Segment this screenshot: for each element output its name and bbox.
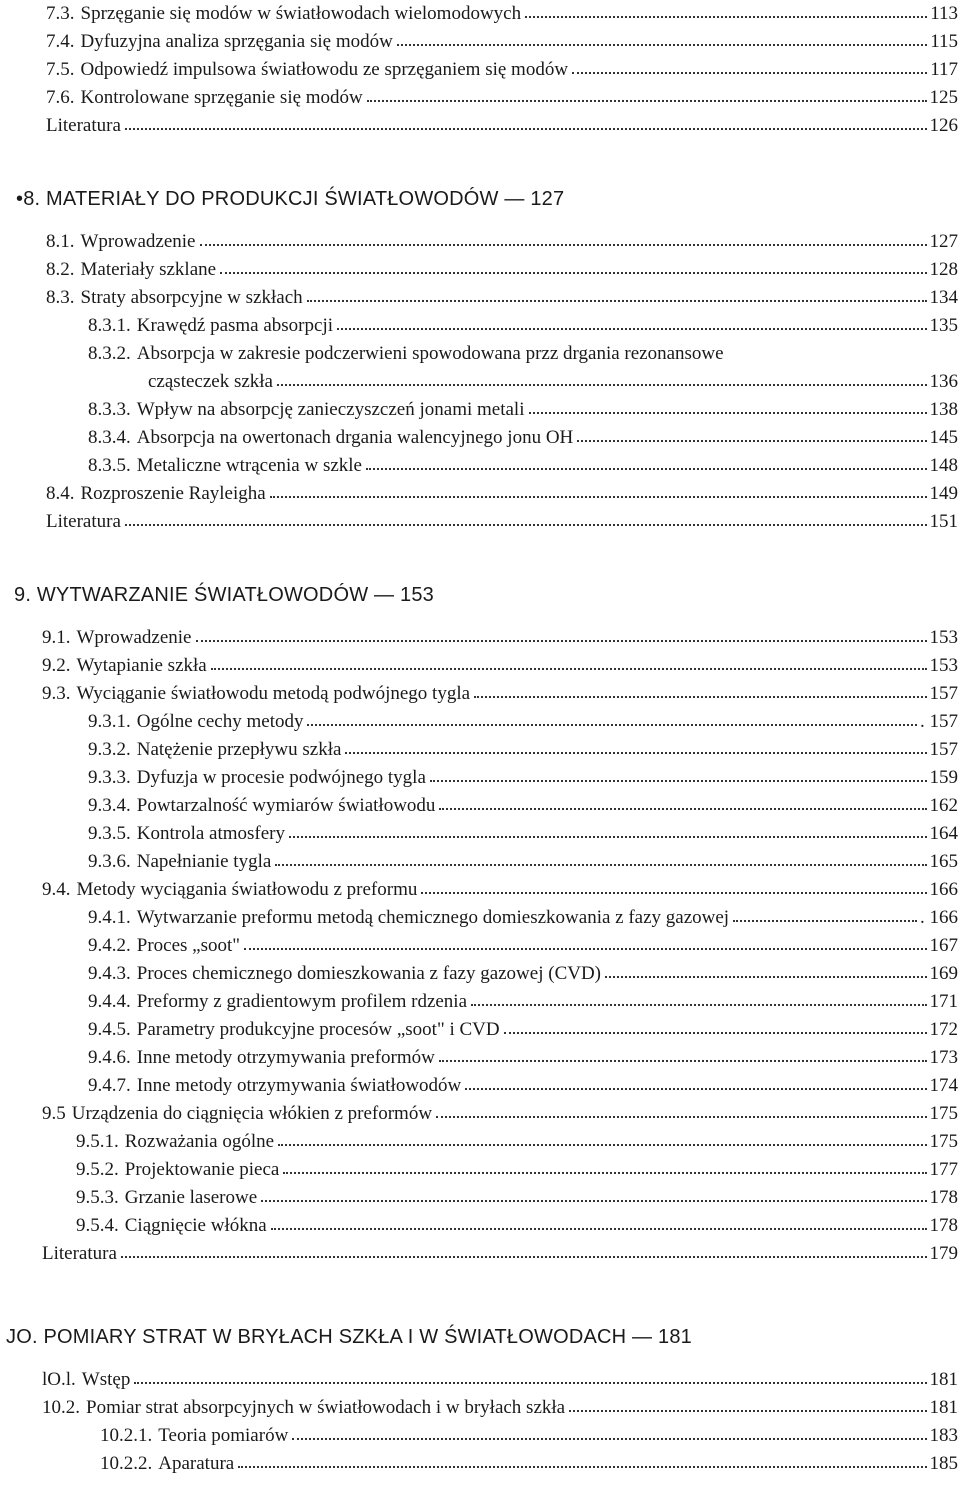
toc-entry <box>46 56 958 84</box>
entry-title: Aparatura <box>158 1453 235 1474</box>
entry-title: Pomiar strat absorpcyjnych w światłowodach i w bryłach szkła <box>86 1397 566 1418</box>
dot-leader <box>577 440 926 442</box>
entry-number: 7.4. <box>46 31 75 52</box>
dot-leader <box>271 1228 927 1230</box>
entry-number: 8.2. <box>46 259 75 280</box>
dot-leader <box>270 496 927 498</box>
entry-number: 8.3.1. <box>88 315 131 336</box>
page-number: 179 <box>929 1243 958 1264</box>
dot-leader <box>307 724 917 726</box>
page-number: 148 <box>929 455 958 476</box>
entry-title: Proces „soot" <box>136 935 241 956</box>
toc-entry <box>46 256 958 284</box>
page-number: 149 <box>929 483 958 504</box>
entry-number: 8.3.4. <box>88 427 131 448</box>
entry-title: Napełnianie tygla <box>136 851 272 872</box>
dot-leader <box>436 1116 926 1118</box>
dot-leader <box>292 1438 926 1440</box>
entry-number: 8.3. <box>46 287 75 308</box>
entry-title: Metaliczne wtrącenia w szkle <box>136 455 362 476</box>
entry-title: Literatura <box>46 115 121 136</box>
toc-entry <box>88 820 958 848</box>
entry-number: 9.2. <box>42 655 71 676</box>
entry-number: 9.3. <box>42 683 71 704</box>
toc-entry <box>42 1100 958 1128</box>
dot-leader <box>196 640 927 642</box>
dot-leader <box>125 524 927 526</box>
page-number: 183 <box>929 1425 958 1446</box>
dot-leader <box>307 300 927 302</box>
entry-title: Powtarzalność wymiarów światłowodu <box>136 795 436 816</box>
dot-leader <box>244 948 926 950</box>
entry-number: 9.4.6. <box>88 1047 131 1068</box>
entry-title: Wyciąganie światłowodu metodą podwójnego tygla <box>76 683 471 704</box>
entry-title: Grzanie laserowe <box>124 1187 258 1208</box>
entry-number: 8.3.3. <box>88 399 131 420</box>
page-number: 136 <box>929 371 958 392</box>
toc-entry <box>88 424 958 452</box>
entry-number: 9.5.2. <box>76 1159 119 1180</box>
toc-entry <box>88 1072 958 1100</box>
dot-leader <box>277 384 927 386</box>
entry-number: 8.3.5. <box>88 455 131 476</box>
entry-number: 7.5. <box>46 59 75 80</box>
entry-title: Literatura <box>46 511 121 532</box>
toc-entry <box>46 0 958 28</box>
toc-entry <box>42 876 958 904</box>
dot-leader <box>275 864 926 866</box>
toc-entry <box>88 960 958 988</box>
page-number: 162 <box>929 795 958 816</box>
page-number: 128 <box>929 259 958 280</box>
entry-title: Materiały szklane <box>80 259 217 280</box>
toc-entry <box>76 1128 958 1156</box>
dot-leader <box>421 892 926 894</box>
page-number: 175 <box>929 1131 958 1152</box>
entry-title: Straty absorpcyjne w szkłach <box>80 287 303 308</box>
dot-leader <box>397 44 927 46</box>
entry-number: 9.3.4. <box>88 795 131 816</box>
entry-title: Inne metody otrzymywania światłowodów <box>136 1075 462 1096</box>
page-number: 113 <box>930 3 958 24</box>
toc-entry <box>88 708 958 736</box>
entry-title: Ciągnięcie włókna <box>124 1215 267 1236</box>
dot-leader <box>569 1410 926 1412</box>
toc-entry <box>88 932 958 960</box>
toc-entry <box>46 508 958 536</box>
dot-leader <box>211 668 927 670</box>
entry-number: 9.4.2. <box>88 935 131 956</box>
dot-leader <box>261 1200 926 1202</box>
page-number: 175 <box>929 1103 958 1124</box>
dot-leader <box>572 72 927 74</box>
dot-leader <box>289 836 926 838</box>
toc-entry <box>46 84 958 112</box>
entry-title: Ogólne cechy metody <box>136 711 304 732</box>
entry-number: 9.3.2. <box>88 739 131 760</box>
entry-number: 9.4.1. <box>88 907 131 928</box>
toc-entry <box>88 904 958 932</box>
page-number: 135 <box>929 315 958 336</box>
dot-leader <box>278 1144 926 1146</box>
toc-entry <box>88 988 958 1016</box>
toc-entry <box>88 396 958 424</box>
toc-entry <box>88 792 958 820</box>
page-number: 153 <box>929 655 958 676</box>
chapter-heading: JO. POMIARY STRAT W BRYŁACH SZKŁA I W ŚWIATŁOWODACH — 181 <box>6 1326 692 1348</box>
entry-number: 9.4. <box>42 879 71 900</box>
entry-title: Dyfuzyjna analiza sprzęgania się modów <box>80 31 393 52</box>
entry-title: Metody wyciągania światłowodu z preformu <box>76 879 418 900</box>
toc-entry <box>148 368 958 396</box>
entry-number: 8.1. <box>46 231 75 252</box>
entry-title: Wprowadzenie <box>80 231 196 252</box>
page-number: 145 <box>929 427 958 448</box>
entry-title: Wytwarzanie preformu metodą chemicznego domieszkowania z fazy gazowej <box>136 907 730 928</box>
toc-entry <box>76 1184 958 1212</box>
entry-title: Teoria pomiarów <box>158 1425 289 1446</box>
dot-leader <box>474 696 926 698</box>
page-number: 134 <box>929 287 958 308</box>
page-number: 169 <box>929 963 958 984</box>
entry-title: Literatura <box>42 1243 117 1264</box>
entry-title: Wstęp <box>81 1369 131 1390</box>
dot-leader <box>733 920 917 922</box>
page-number: 153 <box>929 627 958 648</box>
page-number: 181 <box>929 1397 958 1418</box>
dot-leader <box>238 1466 926 1468</box>
entry-number: 9.4.5. <box>88 1019 131 1040</box>
toc-entry <box>88 736 958 764</box>
dot-leader <box>430 780 927 782</box>
page-number: 173 <box>929 1047 958 1068</box>
toc-entry <box>88 452 958 480</box>
page-number: 166 <box>929 879 958 900</box>
entry-title: Kontrolowane sprzęganie się modów <box>80 87 363 108</box>
page-number: 165 <box>929 851 958 872</box>
dot-leader <box>525 16 927 18</box>
page-number: 172 <box>929 1019 958 1040</box>
toc-entry <box>42 1366 958 1394</box>
dot-leader <box>345 752 926 754</box>
toc-entry <box>42 652 958 680</box>
toc-entry <box>76 1212 958 1240</box>
page-number: 178 <box>929 1215 958 1236</box>
dot-leader <box>465 1088 926 1090</box>
entry-title: Rozproszenie Rayleigha <box>80 483 266 504</box>
dot-leader <box>439 1060 927 1062</box>
page-number: 117 <box>930 59 958 80</box>
entry-title: Wytapianie szkła <box>76 655 207 676</box>
entry-number: 7.3. <box>46 3 75 24</box>
entry-title: Dyfuzja w procesie podwójnego tygla <box>136 767 426 788</box>
toc-entry <box>46 112 958 140</box>
toc-entry <box>76 1156 958 1184</box>
entry-number: 9.3.6. <box>88 851 131 872</box>
entry-number: 9.1. <box>42 627 71 648</box>
entry-title: Projektowanie pieca <box>124 1159 280 1180</box>
page-number: 126 <box>929 115 958 136</box>
entry-number: 9.5 <box>42 1103 66 1124</box>
page-number: 181 <box>929 1369 958 1390</box>
toc-entry <box>46 28 958 56</box>
toc-entry <box>42 1394 958 1422</box>
page-number: 178 <box>929 1187 958 1208</box>
entry-title: Parametry produkcyjne procesów „soot" i CVD <box>136 1019 500 1040</box>
dot-leader <box>134 1382 926 1384</box>
entry-number: 9.3.5. <box>88 823 131 844</box>
toc-entry <box>88 312 958 340</box>
toc-entry <box>100 1450 958 1478</box>
entry-number: 8.4. <box>46 483 75 504</box>
chapter-heading: •8. MATERIAŁY DO PRODUKCJI ŚWIATŁOWODÓW — 127 <box>16 188 565 210</box>
dot-leader <box>121 1256 927 1258</box>
dot-leader <box>605 976 926 978</box>
entry-number: 9.5.3. <box>76 1187 119 1208</box>
toc-entry <box>46 284 958 312</box>
toc-entry <box>42 1240 958 1268</box>
entry-title: Wprowadzenie <box>76 627 192 648</box>
toc-entry <box>100 1422 958 1450</box>
dot-leader <box>367 100 927 102</box>
page-number: 159 <box>929 767 958 788</box>
page-number: 127 <box>929 231 958 252</box>
entry-number: 10.2.2. <box>100 1453 153 1474</box>
dot-leader <box>439 808 926 810</box>
dot-leader <box>337 328 926 330</box>
entry-number: 9.3.3. <box>88 767 131 788</box>
page-number: 185 <box>929 1453 958 1474</box>
entry-title: Absorpcja w zakresie podczerwieni spowodowana przz drgania rezonansowe <box>136 343 724 364</box>
page-number: 174 <box>929 1075 958 1096</box>
page-number: 157 <box>929 739 958 760</box>
entry-number: lO.l. <box>42 1369 76 1390</box>
entry-number: 7.6. <box>46 87 75 108</box>
entry-number: 9.5.1. <box>76 1131 119 1152</box>
page-number: 157 <box>929 683 958 704</box>
dot-leader <box>125 128 927 130</box>
entry-number: 9.4.3. <box>88 963 131 984</box>
entry-title: Natężenie przepływu szkła <box>136 739 342 760</box>
toc-entry <box>88 340 724 368</box>
toc-entry <box>46 480 958 508</box>
page-number: 167 <box>929 935 958 956</box>
entry-title: Odpowiedź impulsowa światłowodu ze sprzęganiem się modów <box>80 59 569 80</box>
dot-leader <box>366 468 927 470</box>
page-number: 164 <box>929 823 958 844</box>
dot-leader <box>200 244 927 246</box>
page-number: 151 <box>929 511 958 532</box>
page-number: 171 <box>929 991 958 1012</box>
entry-number: 10.2. <box>42 1397 80 1418</box>
page-number: 115 <box>930 31 958 52</box>
entry-title: cząsteczek szkła <box>148 371 273 392</box>
entry-number: 9.3.1. <box>88 711 131 732</box>
toc-entry <box>88 1044 958 1072</box>
entry-number: 9.4.4. <box>88 991 131 1012</box>
entry-number: 10.2.1. <box>100 1425 153 1446</box>
entry-number: 9.4.7. <box>88 1075 131 1096</box>
entry-number: 8.3.2. <box>88 343 131 364</box>
entry-title: Krawędź pasma absorpcji <box>136 315 334 336</box>
toc-entry <box>88 848 958 876</box>
entry-title: Rozważania ogólne <box>124 1131 275 1152</box>
entry-title: Kontrola atmosfery <box>136 823 286 844</box>
toc-entry <box>46 228 958 256</box>
toc-entry <box>88 764 958 792</box>
dot-leader <box>283 1172 926 1174</box>
chapter-heading: 9. WYTWARZANIE ŚWIATŁOWODÓW — 153 <box>14 584 434 606</box>
entry-title: Sprzęganie się modów w światłowodach wielomodowych <box>80 3 522 24</box>
dot-leader <box>504 1032 927 1034</box>
dot-leader <box>471 1004 926 1006</box>
entry-number: 9.5.4. <box>76 1215 119 1236</box>
entry-title: Proces chemicznego domieszkowania z fazy gazowej (CVD) <box>136 963 602 984</box>
page-number: 138 <box>929 399 958 420</box>
toc-entry <box>88 1016 958 1044</box>
entry-title: Urządzenia do ciągnięcia włókien z preformów <box>71 1103 433 1124</box>
toc-entry <box>42 624 958 652</box>
entry-title: Absorpcja na owertonach drgania walencyjnego jonu OH <box>136 427 574 448</box>
page-number: . 157 <box>920 711 958 732</box>
dot-leader <box>220 272 926 274</box>
page-number: 125 <box>929 87 958 108</box>
dot-leader <box>529 412 927 414</box>
page-number: . 166 <box>920 907 958 928</box>
page-number: 177 <box>929 1159 958 1180</box>
toc-entry <box>42 680 958 708</box>
entry-title: Wpływ na absorpcję zanieczyszczeń jonami metali <box>136 399 525 420</box>
entry-title: Preformy z gradientowym profilem rdzenia <box>136 991 468 1012</box>
entry-title: Inne metody otrzymywania preformów <box>136 1047 435 1068</box>
